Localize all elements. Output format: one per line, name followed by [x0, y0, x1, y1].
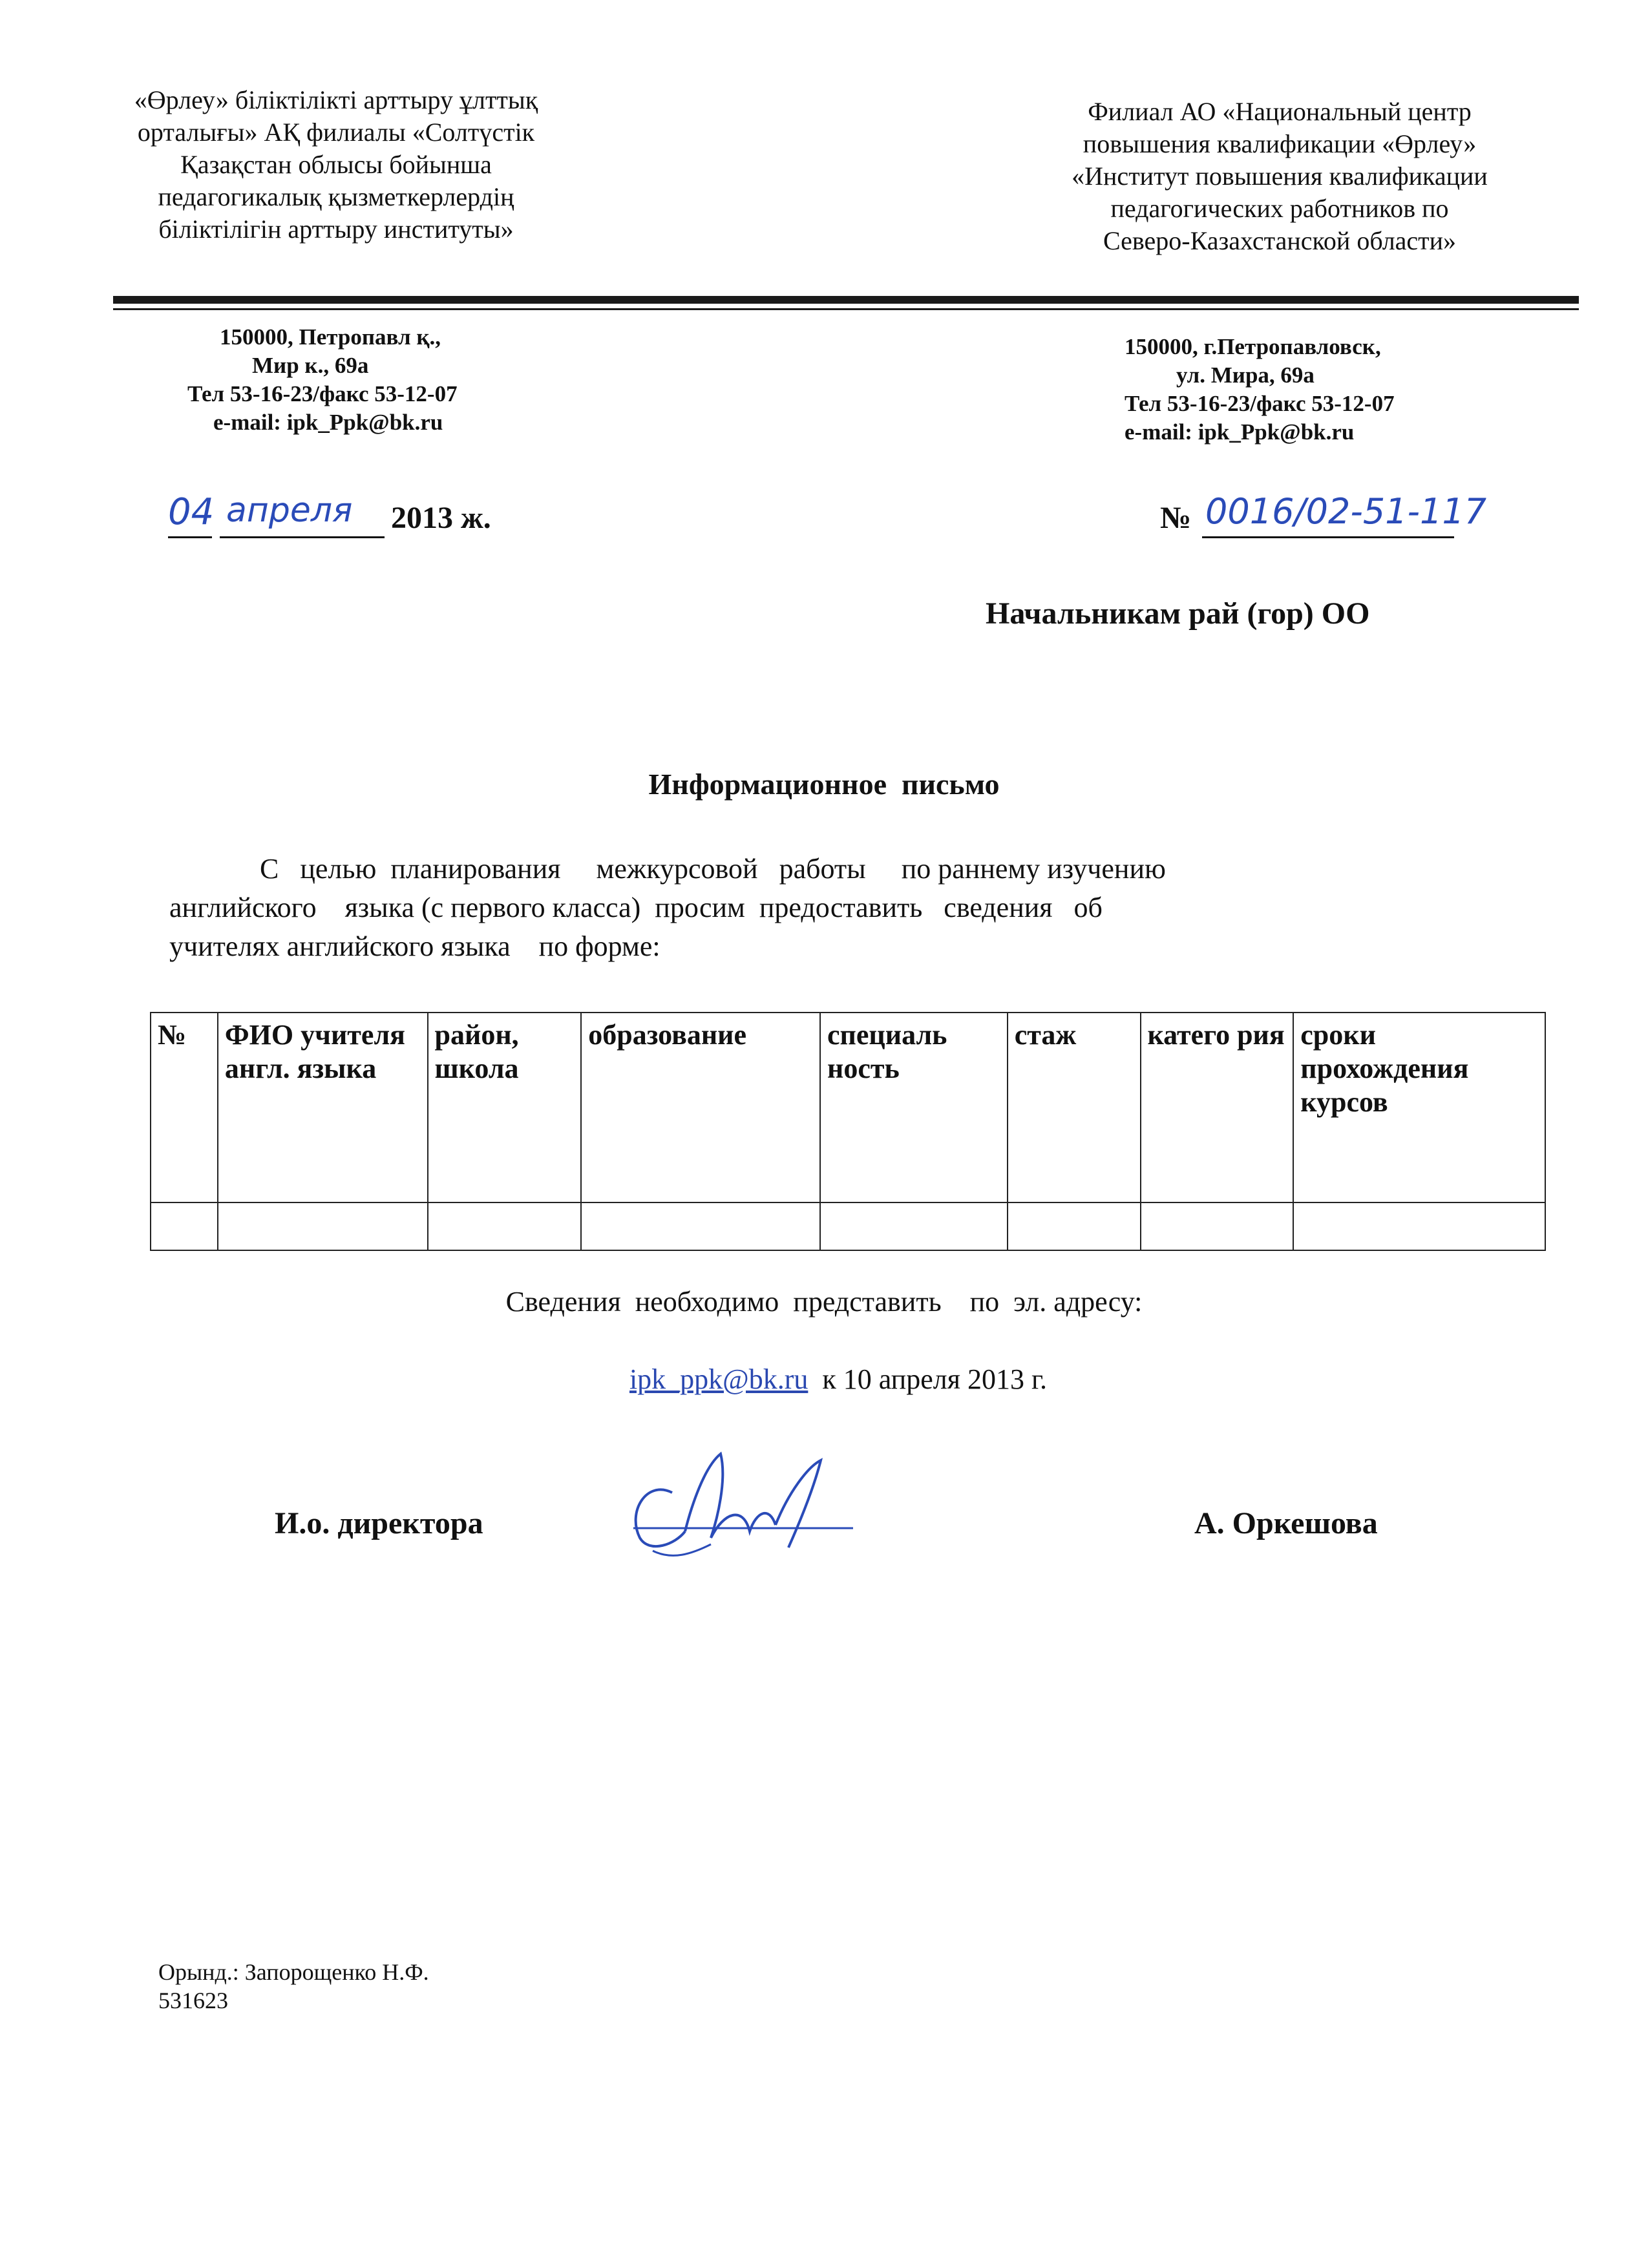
- letter-number: [1160, 491, 1522, 543]
- body-line: С целью планирования межкурсовой работы по раннему изучению: [260, 853, 1166, 885]
- left-address-line: Тел 53-16-23/факс 53-12-07: [187, 381, 458, 406]
- header-left-org: [129, 84, 543, 246]
- table-cell: [1293, 1202, 1545, 1250]
- left-address-line: e-mail: ipk_Ppk@bk.ru: [213, 410, 443, 435]
- header-left-line: «Өрлеу» біліктілікті арттыру ұлттық: [134, 85, 538, 114]
- number-prefix: №: [1160, 501, 1192, 535]
- table-header-cell: район, школа: [428, 1013, 582, 1202]
- date-year: 2013 ж.: [391, 501, 491, 535]
- letter-title: Информационное письмо: [648, 768, 1000, 801]
- header-right-line: повышения квалификации «Өрлеу»: [1083, 129, 1477, 158]
- submission-instructions: [0, 1283, 1648, 1438]
- body-line: учителях английского языка по форме:: [169, 930, 660, 962]
- instructions-line1: Сведения необходимо представить по эл. адресу:: [505, 1286, 1143, 1318]
- table-header-cell: специаль ность: [820, 1013, 1008, 1202]
- table-cell: [151, 1202, 218, 1250]
- table-cell: [1141, 1202, 1294, 1250]
- footer-executor: [158, 1958, 429, 2015]
- header-right-line: «Институт повышения квалификации: [1072, 162, 1488, 191]
- executor-phone: 531623: [158, 1988, 228, 2013]
- handwritten-signature: [614, 1441, 872, 1570]
- header-left-line: орталығы» АҚ филиалы «Солтүстік: [137, 118, 535, 147]
- recipient: Начальникам рай (гор) ОО: [986, 596, 1370, 631]
- teacher-info-form-table: [150, 1012, 1546, 1251]
- right-address-line: ул. Мира, 69а: [1176, 362, 1315, 388]
- instructions-line2: [0, 1321, 1648, 1438]
- table-row: [151, 1202, 1545, 1250]
- table-header-row: [151, 1013, 1545, 1202]
- letter-body: [169, 850, 1559, 966]
- header-right-org: [1015, 96, 1545, 257]
- right-address-line: e-mail: ipk_Ppk@bk.ru: [1125, 419, 1355, 445]
- table-cell: [218, 1202, 428, 1250]
- right-address-line: 150000, г.Петропавловск,: [1125, 334, 1381, 359]
- date-day-handwritten: 04: [168, 491, 215, 533]
- table-header-cell: образование: [581, 1013, 820, 1202]
- table-cell: [1008, 1202, 1141, 1250]
- left-address: [187, 323, 523, 437]
- signatory-position: И.о. директора: [275, 1506, 483, 1540]
- table-cell: [428, 1202, 582, 1250]
- table-header-cell: ФИО учителя англ. языка: [218, 1013, 428, 1202]
- header-divider-thin: [113, 308, 1579, 310]
- number-handwritten: 0016/02-51-117: [1205, 491, 1487, 532]
- table-header-cell: №: [151, 1013, 218, 1202]
- number-underline: [1202, 536, 1454, 538]
- header-left-line: біліктілігін арттыру институты»: [158, 215, 514, 244]
- header-left-line: педагогикалық қызметкерлердің: [158, 182, 514, 211]
- right-address-line: Тел 53-16-23/факс 53-12-07: [1125, 391, 1395, 416]
- instructions-deadline: к 10 апреля 2013 г.: [808, 1363, 1048, 1395]
- signatory-name: А. Оркешова: [1194, 1506, 1378, 1540]
- table-cell: [820, 1202, 1008, 1250]
- date-month-handwritten: апреля: [226, 491, 353, 530]
- header-right-line: педагогических работников по: [1110, 194, 1449, 223]
- header-divider-thick: [113, 296, 1579, 304]
- executor-name: Орынд.: Запорощенко Н.Ф.: [158, 1959, 429, 1985]
- header-right-line: Северо-Казахстанской области»: [1103, 226, 1457, 255]
- left-address-line: Мир к., 69а: [252, 353, 369, 378]
- date-day-underline: [168, 536, 212, 538]
- table-cell: [581, 1202, 820, 1250]
- header-left-line: Қазақстан облысы бойынша: [180, 150, 492, 179]
- letter-date: [168, 491, 556, 543]
- table-header-cell: сроки прохождения курсов: [1293, 1013, 1545, 1202]
- table-header-cell: катего рия: [1141, 1013, 1294, 1202]
- body-line: английского языка (с первого класса) просим предоставить сведения об: [169, 892, 1103, 923]
- header-right-line: Филиал АО «Национальный центр: [1088, 97, 1472, 126]
- contact-email-link[interactable]: ipk_ppk@bk.ru: [629, 1363, 808, 1395]
- left-address-line: 150000, Петропавл қ.,: [220, 324, 441, 350]
- date-month-underline: [220, 536, 385, 538]
- right-address: [1125, 333, 1486, 446]
- table-header-cell: стаж: [1008, 1013, 1141, 1202]
